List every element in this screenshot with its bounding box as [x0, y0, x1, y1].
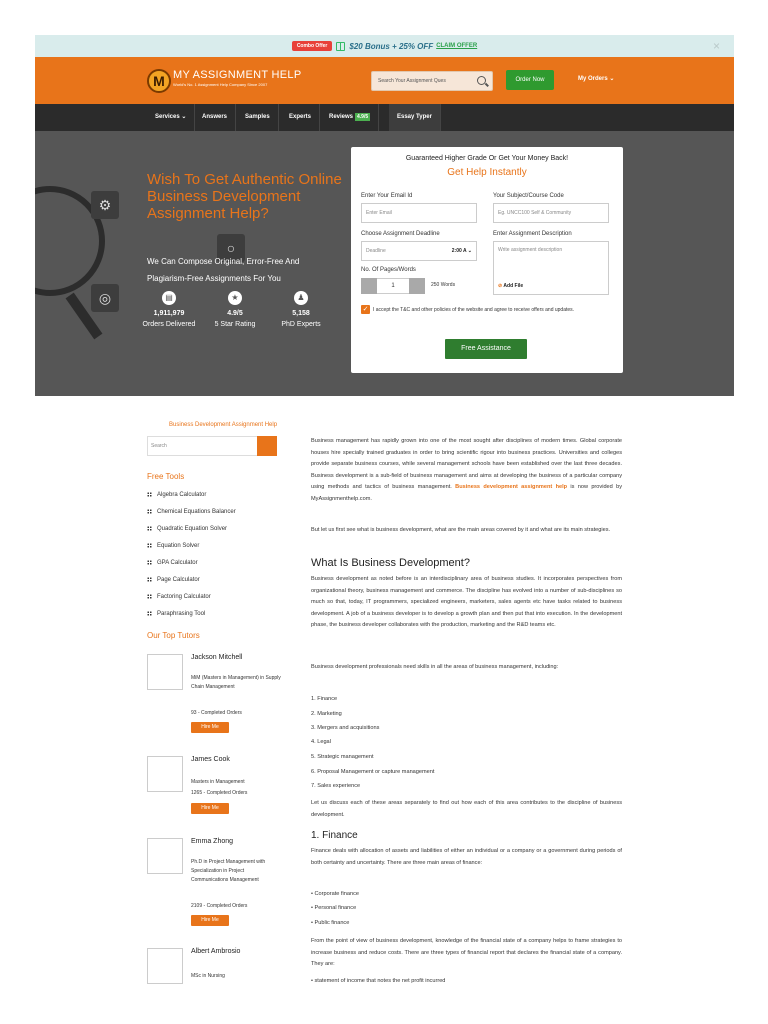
guarantee-text: Guaranteed Higher Grade Or Get Your Money Back! [405, 155, 569, 162]
list-item: • Personal finance [311, 905, 357, 911]
agree-text: I accept the T&C and other policies of the website and agree to receive offers and updates. [373, 307, 575, 313]
tool-link[interactable] [147, 509, 236, 515]
list-item: 7. Sales experience [311, 783, 361, 789]
tool-label: Paraphrasing Tool [157, 611, 206, 618]
tutor-avatar [147, 756, 183, 792]
claim-offer-link[interactable]: CLAIM OFFER [436, 43, 478, 49]
orders-icon: ▤ [162, 291, 176, 305]
search-placeholder: Search Your Assignment Ques [378, 78, 446, 84]
deadline-field[interactable] [361, 241, 477, 261]
gear-icon: ⚙ [91, 191, 119, 219]
grid-icon [147, 577, 152, 582]
article-paragraph: But let us first see what is business development, what are the main areas covered by it and what are its main strategies. [311, 527, 611, 533]
article-paragraph: Let us discuss each of these areas separately to find out how each of this area contributes to the discipline of business development. [311, 800, 622, 818]
article-paragraph: From the point of view of business development, knowledge of the financial state of a company helps to frame strategies to increase business and reduce costs. There are three types of financial report that declares the financial state of a company. They are: [311, 938, 622, 967]
deadline-time-select[interactable]: 2:00 A ⌄ [451, 248, 472, 254]
tool-label: Equation Solver [157, 543, 200, 550]
grid-icon [147, 526, 152, 531]
nav-services[interactable]: Services ⌄ [147, 104, 195, 131]
tutor-avatar [147, 838, 183, 874]
nav-reviews-label: Reviews [329, 114, 354, 120]
stat-experts [271, 291, 331, 330]
tool-link[interactable] [147, 594, 211, 600]
list-item: 3. Mergers and acquisitions [311, 725, 380, 731]
deadline-placeholder: Deadline [366, 248, 386, 254]
tutor-name: Albert Ambrosio [191, 948, 241, 955]
email-label: Enter Your Email Id [361, 193, 413, 199]
hero-section [35, 131, 734, 396]
search-icon[interactable] [477, 76, 486, 85]
tool-label: Factoring Calculator [157, 594, 211, 601]
stat-orders-value: 1,911,979 [153, 310, 185, 317]
article-intro [311, 436, 622, 505]
grid-icon [147, 543, 152, 548]
combo-offer-tag: Combo Offer [292, 41, 333, 51]
list-item: 4. Legal [311, 739, 331, 745]
grid-icon [147, 560, 152, 565]
logo-icon[interactable]: M [147, 69, 171, 93]
subject-label: Your Subject/Course Code [493, 193, 564, 199]
grid-icon [147, 611, 152, 616]
target-icon: ◎ [91, 284, 119, 312]
graduate-icon: ♟ [294, 291, 308, 305]
increase-pages-button[interactable] [409, 278, 425, 294]
business-development-link[interactable]: Business development assignment help [455, 484, 568, 490]
brand-name[interactable]: MY ASSIGNMENT HELP [173, 69, 302, 81]
hire-me-button[interactable]: Hire Me [191, 722, 229, 733]
stat-orders [139, 291, 199, 330]
sidebar-search-button[interactable] [257, 436, 277, 456]
brand-tagline: World's No. 1 Assignment Help Company Since 2007 [173, 82, 268, 87]
close-icon[interactable]: × [712, 39, 720, 53]
article-paragraph: Finance deals with allocation of assets and liabilities of either an individual or a company or a government during periods of both certainty and uncertainty. There are three main areas of finance: [311, 848, 622, 866]
form-heading: Get Help Instantly [447, 167, 527, 178]
header-search-input[interactable] [371, 71, 493, 91]
paperclip-icon: ⊘ [498, 283, 504, 289]
tool-link[interactable] [147, 492, 206, 498]
list-item: 5. Strategic management [311, 754, 374, 760]
nav-experts[interactable]: Experts [281, 104, 320, 131]
tool-label: Algebra Calculator [157, 492, 207, 499]
tutor-name: James Cook [191, 756, 230, 763]
section-heading: 1. Finance [311, 830, 358, 841]
sidebar-search-input[interactable] [147, 436, 277, 456]
stat-rating-value: 4.9/5 [227, 310, 243, 317]
stat-experts-value: 5,158 [292, 310, 310, 317]
top-tutors-heading: Our Top Tutors [147, 631, 200, 640]
tool-link[interactable] [147, 543, 199, 549]
tool-link[interactable] [147, 577, 200, 583]
decrease-pages-button[interactable] [361, 278, 377, 294]
help-form [351, 147, 623, 373]
tool-label: Chemical Equations Balancer [157, 509, 236, 516]
order-now-button[interactable]: Order Now [506, 70, 554, 90]
nav-answers[interactable]: Answers [194, 104, 236, 131]
description-textarea[interactable] [493, 241, 609, 295]
gift-icon [336, 42, 345, 51]
subject-field[interactable]: Eg. UNCC100 Self & Community [493, 203, 609, 223]
tutor-degree: MiM (Masters in Management) in Supply Chain Management [191, 675, 281, 690]
sidebar-search-placeholder: Search [151, 443, 167, 449]
promo-bar [35, 35, 734, 57]
hero-subtitle: We Can Compose Original, Error-Free And Plagiarism-Free Assignments For You [147, 257, 300, 283]
agree-checkbox[interactable]: ✓ [362, 306, 369, 313]
add-file-label: Add File [503, 283, 524, 289]
tool-label: Page Calculator [157, 577, 200, 584]
list-item: 6. Proposal Management or capture management [311, 769, 435, 775]
tutor-degree: MSc in Nursing [191, 973, 225, 979]
search-tile-icon: ○ [217, 234, 245, 262]
list-item: • statement of income that notes the net profit incurred [311, 978, 446, 984]
hire-me-button[interactable]: Hire Me [191, 803, 229, 814]
tutor-orders: 93 - Completed Orders [191, 710, 242, 716]
main-nav [35, 104, 734, 131]
intro-text: Business management has rapidly grown into one of the most sought after disciplines of modern times. Global corporate houses hire specially trained graduates in order to bring scientific rigour into business practices. Universities and colleges provide separate business courses, while several management schools have been established over the last three decades. Business development is a sub-field of business management and aims at developing the business of a particular company using methods and tactics of business management. [311, 438, 622, 490]
tutor-avatar [147, 654, 183, 690]
tutor-avatar [147, 948, 183, 984]
tutor-orders: 2109 - Completed Orders [191, 903, 248, 909]
section-heading: What Is Business Development? [311, 557, 470, 569]
stat-experts-label: PhD Experts [281, 321, 321, 328]
article-paragraph: Business development professionals need skills in all the areas of business management, including: [311, 664, 559, 670]
intro-text-end: is now provided by MyAssignmenthelp.com. [311, 484, 623, 502]
free-assistance-button[interactable]: Free Assistance [445, 339, 527, 359]
hire-me-button[interactable]: Hire Me [191, 915, 229, 926]
star-icon: ★ [228, 291, 242, 305]
tutor-degree: Masters in Management [191, 779, 245, 785]
nav-reviews[interactable] [321, 104, 379, 131]
words-count: 250 Words [431, 282, 456, 288]
site-header [35, 57, 734, 104]
description-placeholder: Write assignment description [498, 247, 563, 253]
tool-link[interactable] [147, 526, 227, 532]
pages-value[interactable]: 1 [377, 278, 409, 294]
free-tools-heading: Free Tools [147, 472, 185, 481]
add-file-button[interactable] [498, 283, 523, 289]
page [35, 35, 734, 990]
pages-label: No. Of Pages/Words [361, 267, 416, 273]
tutor-degree: Ph.D in Project Management with Specialization in Project Communications Management [191, 859, 266, 883]
tool-link[interactable] [147, 611, 205, 617]
list-item: 1. Finance [311, 696, 338, 702]
list-item: 2. Marketing [311, 711, 342, 717]
tool-label: Quadratic Equation Solver [157, 526, 228, 533]
hero-title: Wish To Get Authentic Online Business Development Assignment Help? [147, 171, 342, 222]
tool-link[interactable] [147, 560, 198, 566]
grid-icon [147, 509, 152, 514]
stat-rating [205, 291, 265, 330]
deadline-label: Choose Assignment Deadline [361, 231, 440, 237]
nav-samples[interactable]: Samples [237, 104, 279, 131]
nav-essay-typer[interactable]: Essay Typer [389, 104, 441, 131]
tool-label: GPA Calculator [157, 560, 198, 567]
tutor-name: Jackson Mitchell [191, 654, 243, 661]
grid-icon [147, 594, 152, 599]
article-paragraph: Business development as noted before is an interdisciplinary area of business studies. It incorporates perspectives from organizational theory, business management and commerce. The discipline has evolved into a number of sub-disciplines so much so that, today, IT programmers, specialized engineers, marketers, sales agents etc have tasks related to business development. A job of a business developer is to develop a growth plan and then put that into execution. In the development phase, the business developer collaborates with the production, marketing and the R&D teams etc. [311, 576, 622, 628]
breadcrumb[interactable]: Business Development Assignment Help [169, 422, 278, 428]
promo-bonus-text: $20 Bonus + 25% OFF [349, 41, 434, 51]
rating-badge: 4.9/5 [357, 114, 369, 120]
grid-icon [147, 492, 152, 497]
stat-orders-label: Orders Delivered [142, 321, 196, 328]
email-field[interactable]: Enter Email [361, 203, 477, 223]
list-item: • Public finance [311, 920, 350, 926]
my-orders-menu[interactable]: My Orders ⌄ [578, 76, 615, 82]
list-item: • Corporate finance [311, 891, 359, 897]
stat-rating-label: 5 Star Rating [214, 321, 256, 328]
tutor-name: Emma Zhong [191, 838, 234, 845]
description-label: Enter Assignment Description [493, 231, 572, 237]
tutor-orders: 1265 - Completed Orders [191, 790, 248, 796]
